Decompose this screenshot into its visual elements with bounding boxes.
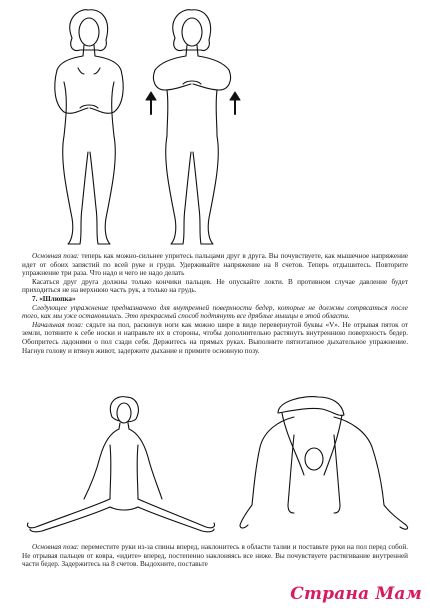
start-pose-text: сядьте на пол, раскинув ноги как можно шире в виде перевернутой буквы «V». Не отрывая пяток от земли, потяните к себе носки и направьте их в стороны, чтобы дополнительно растянуть внутреннюю поверхность бедер. Обопритесь ладонями о пол сзади себя. Держитесь на прямых руках. Выполните пятиэтапное дыхательное упражнение. Нагнув голову и втянув живот, задержите дыхание и примите основную позу. bbox=[22, 320, 408, 355]
watermark-logo: Страна Мам bbox=[290, 584, 422, 604]
label-main-pose: Основная поза: bbox=[32, 543, 80, 551]
paragraph-basic-pose bbox=[22, 252, 408, 278]
paragraph-fingertips: Касаться друг друга должны только кончики пальцев. Не опускайте локти. В противном случае давление будет приходиться не на верхнюю часть рук, а только на грудь. bbox=[22, 277, 408, 295]
basic-pose-text: теперь как можно-сильнее упритесь пальцами друг в друга. Вы почувствуете, как мышечное напряжение идет от обоих запястий по всей руке и груди. Удерживайте напряжение на 8 счетов. Теперь отдышитесь. Повторите упражнение три раза. Что надо и чего не надо делать bbox=[22, 252, 409, 278]
paragraph-main-pose bbox=[22, 543, 408, 569]
figure-seated-forward-bend bbox=[238, 395, 413, 540]
label-start-pose: Начальная поза: bbox=[32, 320, 84, 329]
paragraph-intro: Следующее упражнение предназначено для внутренней поверхности бедер, которые не должны сотрясаться после того, как мы уже остановились. Это прекрасный способ подтянуть все дряблые мышцы в этой области. bbox=[22, 303, 408, 321]
paragraph-start-pose bbox=[22, 321, 408, 355]
text-block-upper bbox=[22, 252, 408, 355]
text-block-lower bbox=[22, 543, 408, 569]
figure-standing-hands-chest bbox=[125, 8, 255, 248]
section-title-boat: 7. «Шлюпка» bbox=[32, 294, 76, 303]
main-pose-text: переместите руки из-за спины вперед, наклонитесь в области талии и поставьте руки на пол перед собой. Не отрывая пальцев от ковра, «идите» вперед, постепенно наклоняясь все ниже. Вы почувствуете растягивание внутренней части бедер. Задержитесь на 8 счетов. Выдохните, поставьте bbox=[22, 543, 408, 569]
label-basic-pose: Основная поза: bbox=[32, 252, 80, 260]
figure-seated-straddle bbox=[22, 395, 222, 540]
